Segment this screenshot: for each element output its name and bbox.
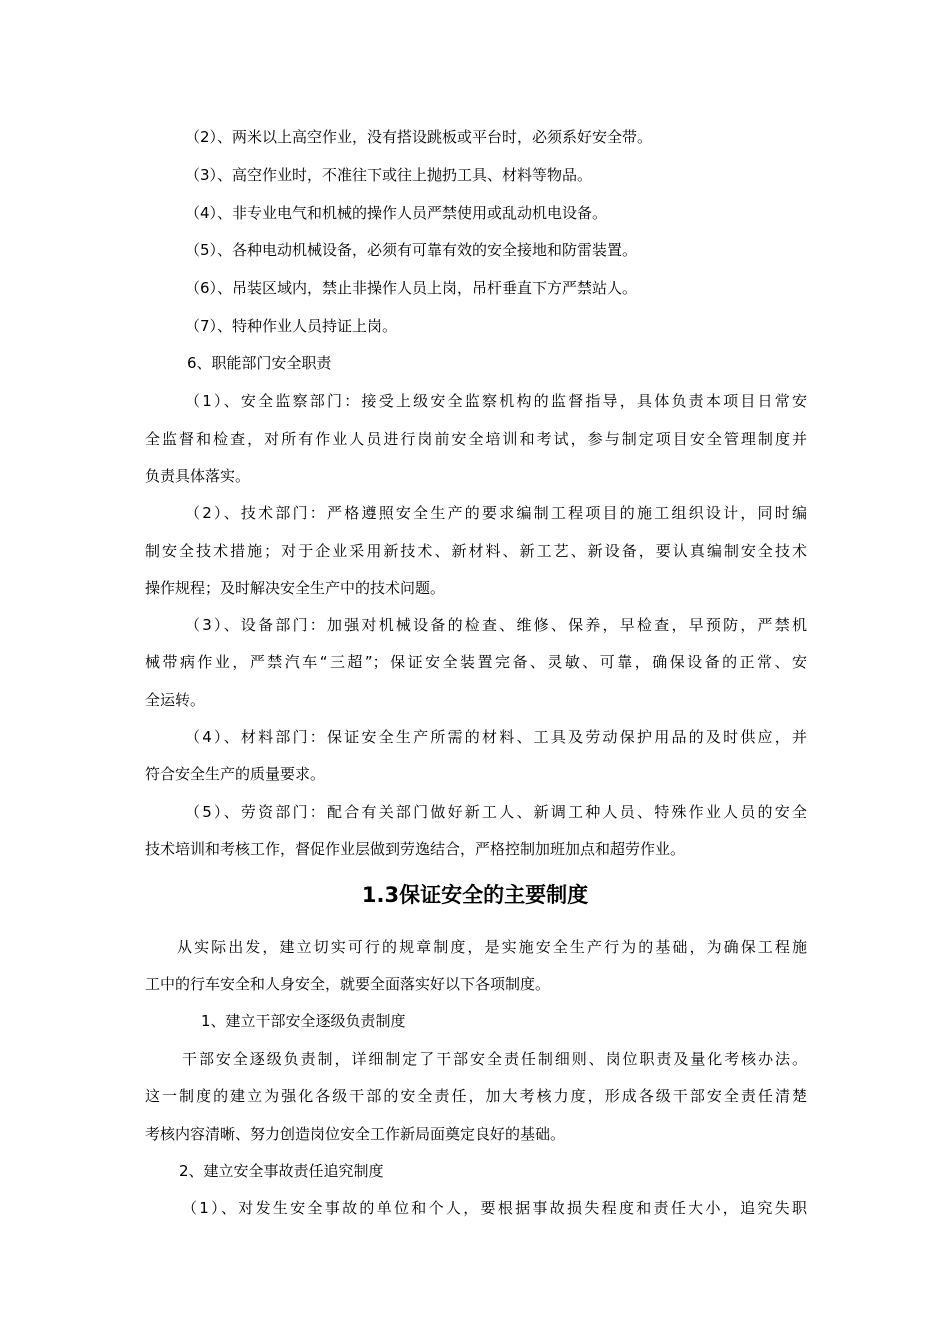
paragraph-line: 技术培训和考核工作，督促作业层做到劳逸结合，严格控制加班加点和超劳作业。 <box>145 840 686 858</box>
section-heading: 1.3保证安全的主要制度 <box>361 883 589 907</box>
section-6-title: 6、职能部门安全职责 <box>187 354 332 372</box>
paragraph-line: （1）、对发生安全事故的单位和个人，要根据事故损失程度和责任大小，追究失职 <box>182 1199 807 1217</box>
rule-item-4: （4）、非专业电气和机械的操作人员严禁使用或乱动机电设备。 <box>185 204 608 222</box>
paragraph-line: （4）、材料部门：保证安全生产所需的材料、工具及劳动保护用品的及时供应，并 <box>185 728 807 746</box>
paragraph-line: 操作规程；及时解决安全生产中的技术问题。 <box>145 579 446 597</box>
paragraph-line: （5）、劳资部门：配合有关部门做好新工人、新调工种人员、特殊作业人员的安全 <box>185 803 807 821</box>
rule-item-5: （5）、各种电动机械设备，必须有可靠有效的安全接地和防雷装置。 <box>185 241 638 259</box>
subsection-2-title: 2、建立安全事故责任追究制度 <box>179 1162 384 1180</box>
paragraph-line: 械带病作业，严禁汽车“三超”；保证安全装置完备、灵敏、可靠，确保设备的正常、安 <box>145 653 807 671</box>
paragraph-line: 制安全技术措施；对于企业采用新技术、新材料、新工艺、新设备，要认真编制安全技术 <box>145 542 807 560</box>
paragraph-line: 负责具体落实。 <box>145 467 251 485</box>
paragraph-line: 工中的行车安全和人身安全，就要全面落实好以下各项制度。 <box>145 975 551 993</box>
paragraph-line: （2）、技术部门：严格遵照安全生产的要求编制工程项目的施工组织设计，同时编 <box>185 504 807 522</box>
rule-item-2: （2）、两米以上高空作业，没有搭设跳板或平台时，必须系好安全带。 <box>185 128 653 146</box>
paragraph-line: 考核内容清晰、努力创造岗位安全工作新局面奠定良好的基础。 <box>145 1125 566 1143</box>
rule-item-6: （6）、吊装区域内，禁止非操作人员上岗，吊杆垂直下方严禁站人。 <box>185 279 638 297</box>
rule-item-7: （7）、特种作业人员持证上岗。 <box>185 317 398 335</box>
paragraph-line: 这一制度的建立为强化各级干部的安全责任，加大考核力度，形成各级干部安全责任清楚 <box>145 1087 807 1105</box>
paragraph-line: 全运转。 <box>145 691 206 709</box>
paragraph-line: （1）、安全监察部门：接受上级安全监察机构的监督指导，具体负责本项目日常安 <box>185 392 807 410</box>
paragraph-line: （3）、设备部门：加强对机械设备的检查、维修、保养，早检查，早预防，严禁机 <box>185 616 807 634</box>
paragraph-line: 符合安全生产的质量要求。 <box>145 765 326 783</box>
paragraph-line: 全监督和检查，对所有作业人员进行岗前安全培训和考试，参与制定项目安全管理制度并 <box>145 430 807 448</box>
paragraph-line: 从实际出发，建立切实可行的规章制度，是实施安全生产行为的基础，为确保工程施 <box>177 938 807 956</box>
subsection-1-title: 1、建立干部安全逐级负责制度 <box>201 1012 406 1030</box>
paragraph-line: 干部安全逐级负责制，详细制定了干部安全责任制细则、岗位职责及量化考核办法。 <box>182 1050 807 1068</box>
rule-item-3: （3）、高空作业时，不准往下或往上抛扔工具、材料等物品。 <box>185 166 593 184</box>
